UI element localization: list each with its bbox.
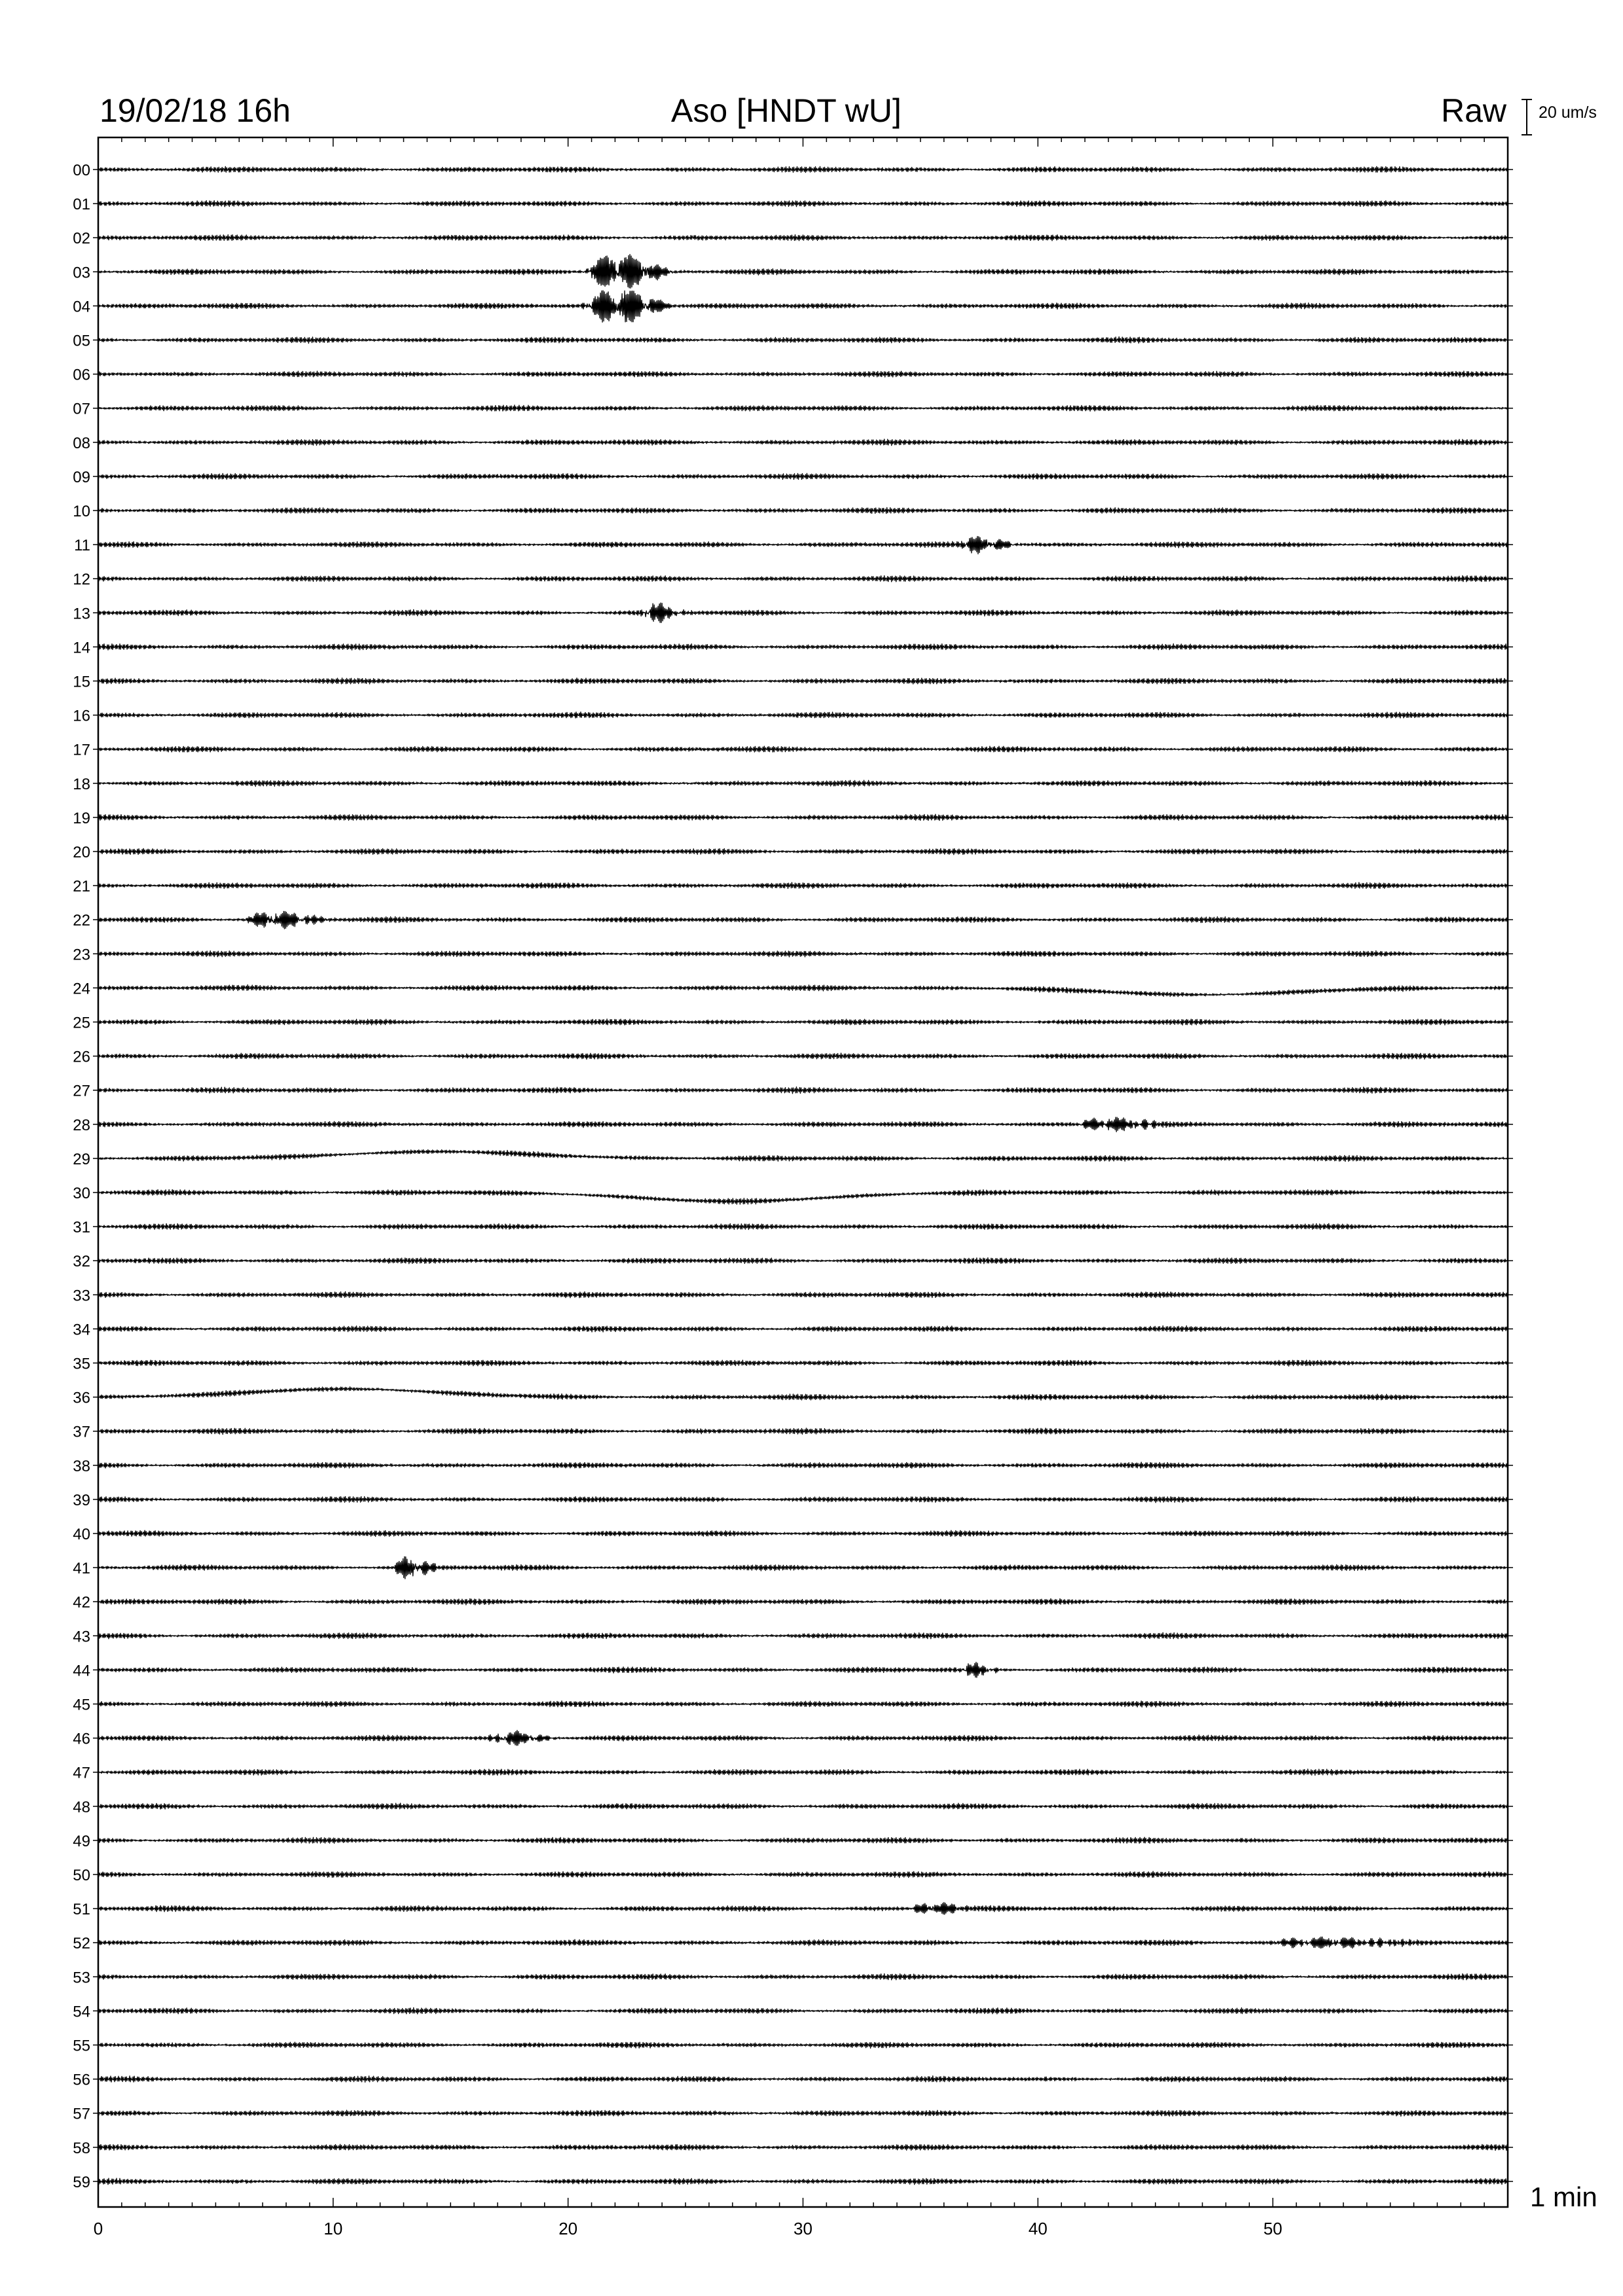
- x-axis-unit: 1 min: [1530, 2181, 1597, 2212]
- trace-line: [98, 644, 1508, 651]
- x-tick-label: 30: [793, 2219, 812, 2238]
- trace-line: [98, 537, 1508, 554]
- row-label: 08: [73, 434, 90, 452]
- row-label: 35: [73, 1355, 90, 1373]
- station-title: Aso [HNDT wU]: [671, 92, 902, 129]
- row-label: 02: [73, 230, 90, 248]
- trace-line: [98, 507, 1508, 513]
- row-label: 43: [73, 1628, 90, 1646]
- trace-line: [98, 678, 1508, 684]
- trace-line: [98, 911, 1508, 929]
- row-label: 49: [73, 1832, 90, 1850]
- row-label: 27: [73, 1082, 90, 1100]
- row-label: 07: [73, 400, 90, 418]
- plot-border: [98, 137, 1508, 2207]
- trace-line: [98, 1326, 1508, 1332]
- trace-line: [98, 2144, 1508, 2150]
- row-label: 50: [73, 1867, 90, 1884]
- trace-line: [98, 1803, 1508, 1809]
- trace-line: [98, 603, 1508, 622]
- trace-line: [98, 1632, 1508, 1639]
- row-label: 00: [73, 162, 90, 179]
- trace-line: [98, 2042, 1508, 2048]
- trace-line: [98, 255, 1508, 289]
- trace-line: [98, 780, 1508, 787]
- trace-line: [98, 576, 1508, 582]
- trace-line: [98, 2110, 1508, 2116]
- row-label: 44: [73, 1662, 90, 1680]
- row-label: 32: [73, 1253, 90, 1271]
- row-label: 55: [73, 2037, 90, 2055]
- trace-line: [98, 1497, 1508, 1503]
- trace-line: [98, 2178, 1508, 2185]
- row-label: 34: [73, 1321, 90, 1339]
- trace-line: [98, 1117, 1508, 1132]
- row-label: 21: [73, 878, 90, 896]
- x-tick-label: 40: [1028, 2219, 1048, 2238]
- trace-line: [98, 1769, 1508, 1776]
- row-label: 25: [73, 1014, 90, 1032]
- trace-layer: [98, 166, 1508, 2184]
- trace-line: [98, 1837, 1508, 1843]
- trace-line: [98, 2008, 1508, 2015]
- trace-line: [98, 1150, 1508, 1162]
- row-label: 16: [73, 707, 90, 725]
- trace-line: [98, 1190, 1508, 1204]
- trace-line: [98, 1223, 1508, 1229]
- row-label: 37: [73, 1423, 90, 1441]
- row-label: 54: [73, 2003, 90, 2021]
- row-label: 22: [73, 912, 90, 930]
- x-tick-label: 0: [93, 2219, 103, 2238]
- row-label: 30: [73, 1185, 90, 1202]
- row-label: 52: [73, 1935, 90, 1953]
- row-label: 36: [73, 1389, 90, 1407]
- row-label: 58: [73, 2139, 90, 2157]
- row-label: 41: [73, 1560, 90, 1578]
- row-label: 26: [73, 1048, 90, 1066]
- trace-line: [98, 1871, 1508, 1878]
- row-label: 29: [73, 1150, 90, 1168]
- row-label: 33: [73, 1287, 90, 1305]
- row-label: 47: [73, 1764, 90, 1782]
- trace-line: [98, 235, 1508, 241]
- row-label: 51: [73, 1901, 90, 1919]
- trace-line: [98, 1903, 1508, 1914]
- trace-line: [98, 291, 1508, 322]
- mode-label: Raw: [1440, 92, 1506, 129]
- trace-line: [98, 1974, 1508, 1980]
- trace-line: [98, 1292, 1508, 1298]
- scale-bar: [1522, 99, 1532, 135]
- row-labels: [73, 162, 1513, 2191]
- row-label: 05: [73, 332, 90, 350]
- row-label: 59: [73, 2173, 90, 2191]
- trace-line: [98, 985, 1508, 997]
- plot-frame: [98, 137, 1508, 2207]
- trace-line: [98, 1701, 1508, 1708]
- trace-line: [98, 473, 1508, 479]
- row-label: 18: [73, 775, 90, 793]
- row-label: 04: [73, 298, 90, 316]
- trace-line: [98, 1556, 1508, 1579]
- row-label: 01: [73, 196, 90, 214]
- row-label: 09: [73, 468, 90, 486]
- x-tick-label: 20: [558, 2219, 578, 2238]
- row-label: 24: [73, 980, 90, 998]
- x-tick-label: 50: [1263, 2219, 1283, 2238]
- row-label: 57: [73, 2105, 90, 2123]
- row-label: 10: [73, 503, 90, 520]
- row-label: 14: [73, 639, 90, 657]
- row-label: 53: [73, 1969, 90, 1987]
- trace-line: [98, 1428, 1508, 1435]
- trace-line: [98, 1360, 1508, 1366]
- row-label: 11: [74, 537, 90, 555]
- trace-line: [98, 1258, 1508, 1264]
- trace-line: [98, 1599, 1508, 1605]
- row-label: 56: [73, 2071, 90, 2089]
- trace-line: [98, 746, 1508, 752]
- trace-line: [98, 1087, 1508, 1094]
- row-label: 38: [73, 1457, 90, 1475]
- row-label: 06: [73, 366, 90, 384]
- trace-line: [98, 337, 1508, 344]
- row-label: 15: [73, 673, 90, 691]
- trace-line: [98, 848, 1508, 854]
- row-label: 12: [73, 571, 90, 589]
- row-label: 46: [73, 1730, 90, 1748]
- row-label: 03: [73, 264, 90, 282]
- row-label: 39: [73, 1491, 90, 1509]
- row-label: 42: [73, 1594, 90, 1612]
- row-label: 28: [73, 1116, 90, 1134]
- trace-line: [98, 371, 1508, 377]
- trace-line: [98, 166, 1508, 172]
- date-label: 19/02/18 16h: [100, 92, 291, 129]
- trace-line: [98, 712, 1508, 718]
- trace-line: [98, 1462, 1508, 1468]
- trace-line: [98, 1731, 1508, 1746]
- trace-line: [98, 1530, 1508, 1536]
- x-ticks: [94, 137, 1508, 2238]
- trace-line: [98, 1019, 1508, 1025]
- row-label: 17: [73, 741, 90, 759]
- row-label: 40: [73, 1526, 90, 1543]
- row-label: 48: [73, 1798, 90, 1816]
- trace-line: [98, 951, 1508, 957]
- trace-line: [98, 405, 1508, 411]
- trace-line: [98, 2076, 1508, 2083]
- trace-line: [98, 1937, 1508, 1948]
- row-label: 45: [73, 1696, 90, 1714]
- row-label: 23: [73, 946, 90, 964]
- trace-line: [98, 439, 1508, 446]
- trace-line: [98, 201, 1508, 207]
- x-tick-label: 10: [323, 2219, 343, 2238]
- row-label: 13: [73, 605, 90, 623]
- trace-line: [98, 1662, 1508, 1677]
- trace-line: [98, 1387, 1508, 1401]
- scale-label: 20 um/s: [1539, 103, 1597, 122]
- row-label: 31: [73, 1219, 90, 1237]
- row-label: 19: [73, 809, 90, 827]
- trace-line: [98, 814, 1508, 821]
- row-label: 20: [73, 844, 90, 861]
- trace-line: [98, 882, 1508, 888]
- trace-line: [98, 1053, 1508, 1059]
